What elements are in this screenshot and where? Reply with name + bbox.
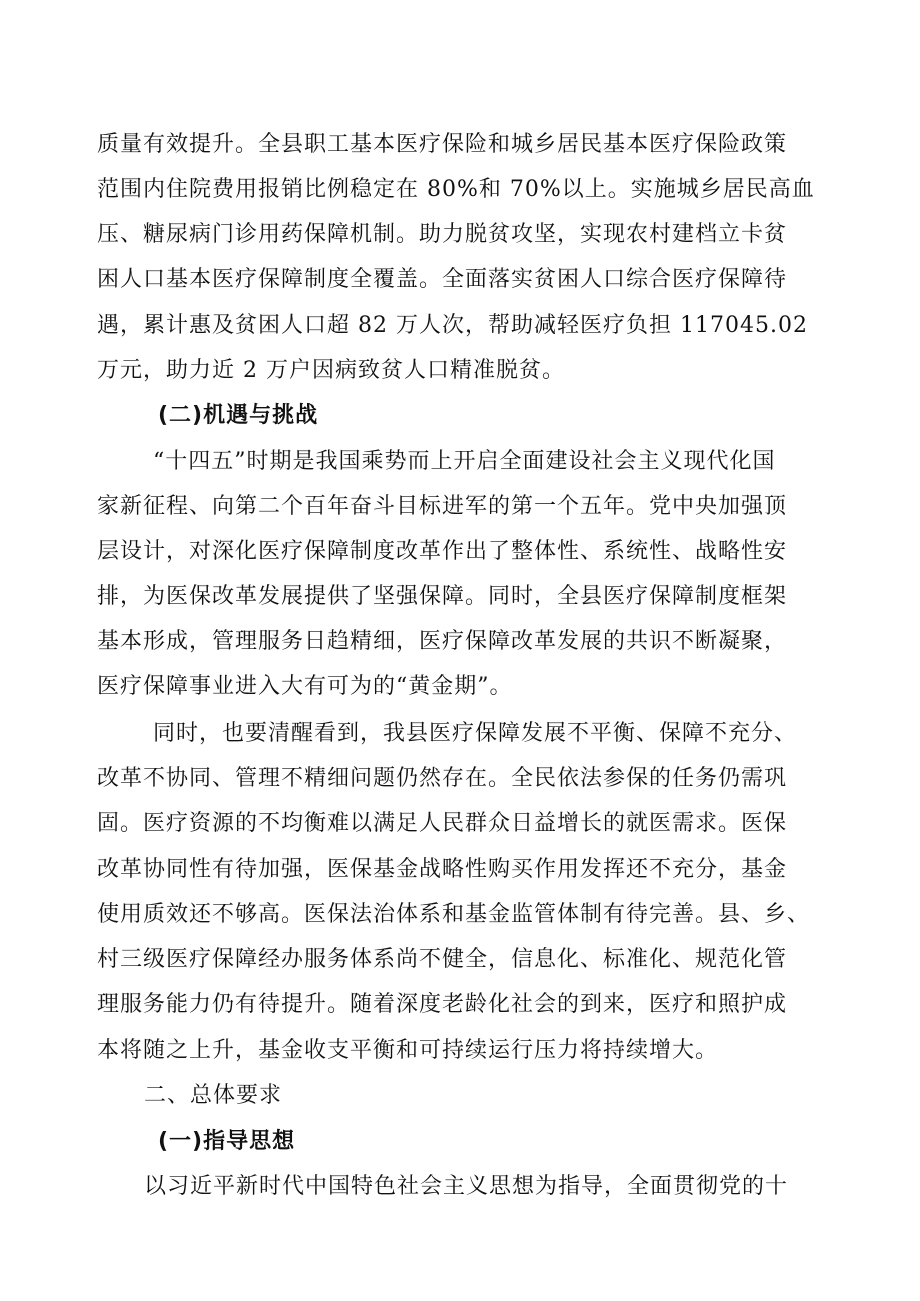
paragraph-2-line-2: 家新征程、向第二个百年奋斗目标进军的第一个五年。党中央加强顶 [97,494,788,519]
paragraph-1-line-6: 万元，助力近 2 万户因病致贫人口精准脱贫。 [97,358,565,383]
paragraph-1-line-2: 范围内住院费用报销比例稳定在 80%和 70%以上。实施城乡居民高血 [97,177,815,202]
paragraph-1-line-4: 困人口基本医疗保障制度全覆盖。全面落实贫困人口综合医疗保障待 [97,267,788,292]
paragraph-3-line-4: 改革协同性有待加强，医保基金战略性购买作用发挥还不充分，基金 [97,857,788,882]
paragraph-3-line-3: 固。医疗资源的不均衡难以满足人民群众日益增长的就医需求。医保 [97,811,788,836]
paragraph-3-line-6: 村三级医疗保障经办服务体系尚不健全，信息化、标准化、规范化管 [97,947,788,972]
paragraph-3-line-7: 理服务能力仍有待提升。随着深度老龄化社会的到来，医疗和照护成 [97,992,788,1017]
paragraph-3-line-2: 改革不协同、管理不精细问题仍然存在。全民依法参保的任务仍需巩 [97,766,788,791]
paragraph-1-line-5: 遇，累计惠及贫困人口超 82 万人次，帮助减轻医疗负担 117045.02 [97,313,808,338]
section-heading-opportunities: (二)机遇与挑战 [158,403,319,428]
paragraph-2-line-1: “十四五”时期是我国乘势而上开启全面建设社会主义现代化国 [153,449,776,474]
paragraph-2-line-4: 排，为医保改革发展提供了坚强保障。同时，全县医疗保障制度框架 [97,584,788,609]
paragraph-3-line-1: 同时，也要清醒看到，我县医疗保障发展不平衡、保障不充分、 [153,721,798,746]
paragraph-1-line-1: 质量有效提升。全县职工基本医疗保险和城乡居民基本医疗保险政策 [97,132,788,157]
paragraph-3-line-8: 本将随之上升，基金收支平衡和可持续运行压力将持续增大。 [97,1038,719,1063]
paragraph-3-line-5: 使用质效还不够高。医保法治体系和基金监管体制有待完善。县、乡、 [97,902,811,927]
paragraph-1-line-3: 压、糖尿病门诊用药保障机制。助力脱贫攻坚，实现农村建档立卡贫 [97,222,788,247]
section-heading-guiding-ideology: (一)指导思想 [158,1129,296,1154]
paragraph-4-line-1: 以习近平新时代中国特色社会主义思想为指导，全面贯彻党的十 [144,1174,789,1199]
paragraph-2-line-3: 层设计，对深化医疗保障制度改革作出了整体性、系统性、战略性安 [97,539,788,564]
section-heading-overall-requirements: 二、总体要求 [144,1083,283,1108]
paragraph-2-line-6: 医疗保障事业进入大有可为的“黄金期”。 [97,674,513,699]
paragraph-2-line-5: 基本形成，管理服务日趋精细，医疗保障改革发展的共识不断凝聚， [97,629,788,654]
